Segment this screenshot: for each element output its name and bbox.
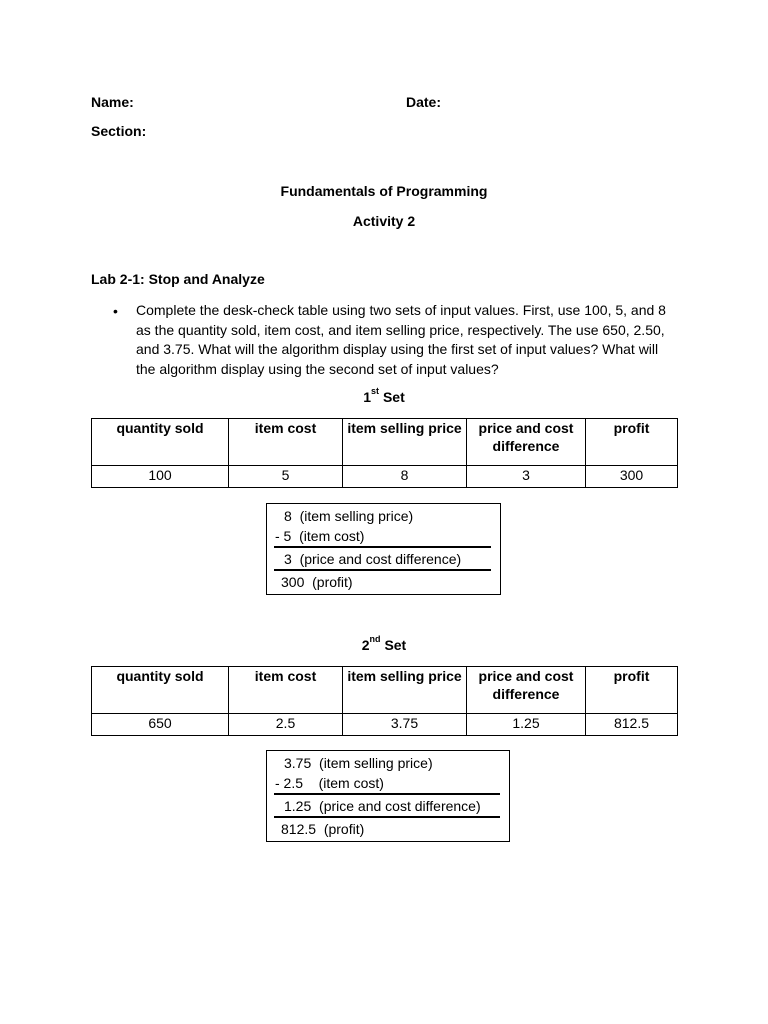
calc-divider <box>274 546 491 548</box>
cell-price-cost-difference: 1.25 <box>467 714 586 736</box>
calc-divider <box>274 569 491 571</box>
calc-line-difference: 1.25 (price and cost difference) <box>284 798 481 814</box>
col-item-selling-price: item selling price <box>343 667 467 714</box>
section-label: Section: <box>91 123 147 139</box>
calc-line-item-cost: - 2.5 (item cost) <box>275 775 384 791</box>
col-item-cost: item cost <box>229 419 343 466</box>
cell-quantity-sold: 100 <box>92 466 229 488</box>
cell-item-cost: 5 <box>229 466 343 488</box>
set1-heading: 1st Set <box>363 386 405 405</box>
name-label: Name: <box>91 94 134 110</box>
set2-heading: 2nd Set <box>361 634 407 653</box>
calc-line-difference: 3 (price and cost difference) <box>284 551 462 567</box>
date-label: Date: <box>406 94 442 110</box>
col-price-cost-difference: price and cost difference <box>467 667 586 714</box>
course-title: Fundamentals of Programming <box>280 183 488 199</box>
cell-quantity-sold: 650 <box>92 714 229 736</box>
calc-line-selling-price: 8 (item selling price) <box>284 508 414 524</box>
calc-line-profit: 300 (profit) <box>281 574 353 590</box>
instruction-text: Complete the desk-check table using two sets of input values. First, use 100, 5, and 8 as the quantity sold, item cost, and item selling price, respectively. The use 650, 2.50, and 3.75. What will the algorithm display using the first set of input values? What will the algorithm display using the second set of input values? <box>136 302 666 377</box>
table-header-row <box>92 419 678 466</box>
cell-item-cost: 2.5 <box>229 714 343 736</box>
cell-item-selling-price: 3.75 <box>343 714 467 736</box>
activity-title: Activity 2 <box>352 213 416 229</box>
calc-line-profit: 812.5 (profit) <box>281 821 365 837</box>
col-profit: profit <box>586 667 678 714</box>
col-item-cost: item cost <box>229 667 343 714</box>
col-item-selling-price: item selling price <box>343 419 467 466</box>
col-quantity-sold: quantity sold <box>92 419 229 466</box>
calc-line-selling-price: 3.75 (item selling price) <box>284 755 433 771</box>
calc-box-set1 <box>266 503 501 595</box>
table-row <box>92 466 678 488</box>
col-profit: profit <box>586 419 678 466</box>
table-header-row <box>92 667 678 714</box>
table-row <box>92 714 678 736</box>
cell-price-cost-difference: 3 <box>467 466 586 488</box>
cell-item-selling-price: 8 <box>343 466 467 488</box>
calc-divider <box>274 793 500 795</box>
desk-check-table-set2 <box>91 666 678 736</box>
col-price-cost-difference: price and cost difference <box>467 419 586 466</box>
lab-heading: Lab 2-1: Stop and Analyze <box>91 271 265 287</box>
col-quantity-sold: quantity sold <box>92 667 229 714</box>
desk-check-table-set1 <box>91 418 678 488</box>
cell-profit: 300 <box>586 466 678 488</box>
calc-divider <box>274 816 500 818</box>
bullet-icon: • <box>113 303 118 319</box>
calc-box-set2 <box>266 750 510 842</box>
calc-line-item-cost: - 5 (item cost) <box>275 528 365 544</box>
cell-profit: 812.5 <box>586 714 678 736</box>
